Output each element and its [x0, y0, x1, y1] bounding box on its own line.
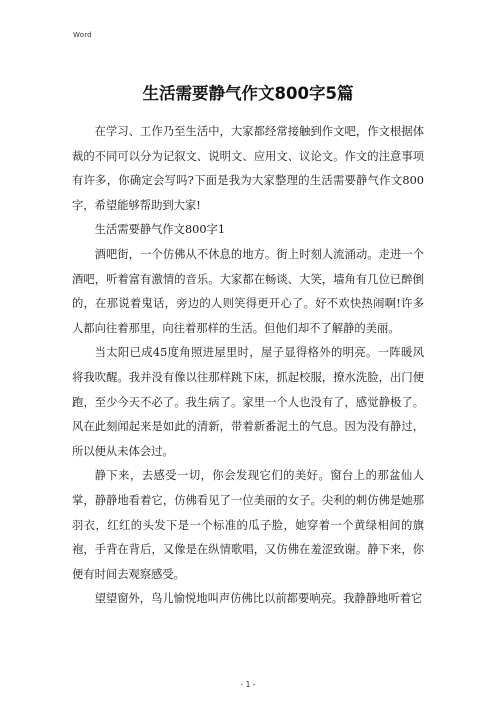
body-paragraph: 当太阳已成45度角照进屋里时，屋子显得格外的明亮。一阵暖风将我吹醒。我并没有像以往那样跳下床，抓起校服，撩水洗脸，出门便跑，至少今天不必了。我生病了。家里一个人也没有了，感觉静极了。风在此刻闻起来是如此的清新，带着新番泥土的气息。因为没有静过，所以便从未体会过。: [72, 346, 424, 458]
body-paragraph: 酒吧街，一个仿佛从不休息的地方。街上时刻人流涌动。走进一个酒吧，听着富有激情的音乐。大家都在畅谈、大笑，墙角有几位已醉倒的，在那说着鬼话，旁边的人则笑得更开心了。好不欢快热闹啊!许多人都向往着那里，向往着那样的生活。但他们却不了解静的美丽。: [72, 247, 424, 335]
page-number: - 1 -: [240, 680, 256, 689]
section-heading: 生活需要静气作文800字1: [94, 223, 226, 237]
body-paragraph: 静下来，去感受一切，你会发现它们的美好。窗台上的那盆仙人掌，静静地看着它，仿佛看见了一位美丽的女子。尖利的刺仿佛是她那羽衣，红红的头发下是一个标准的瓜子脸，她穿着一个黄绿相间的旗袍，手背在背后，又像是在纵情歌唱，又仿佛在羞涩致谢。静下来，你便有时间去观察感受。: [72, 469, 424, 581]
body-paragraph: 望望窗外，鸟儿愉悦地叫声仿佛比以前都要响亮。我静静地听着它: [94, 592, 423, 606]
intro-paragraph: 在学习、工作乃至生活中，大家都经常接触到作文吧，作文根据体裁的不同可以分为记叙文、说明文、应用文、议论文。作文的注意事项有许多，你确定会写吗?下面是我为大家整理的生活需要静气作文800字，希望能够帮助到大家!: [72, 125, 424, 212]
document-body: [72, 120, 424, 612]
header-label: Word: [73, 31, 92, 39]
document-title: 生活需要静气作文800字5篇: [142, 84, 354, 103]
